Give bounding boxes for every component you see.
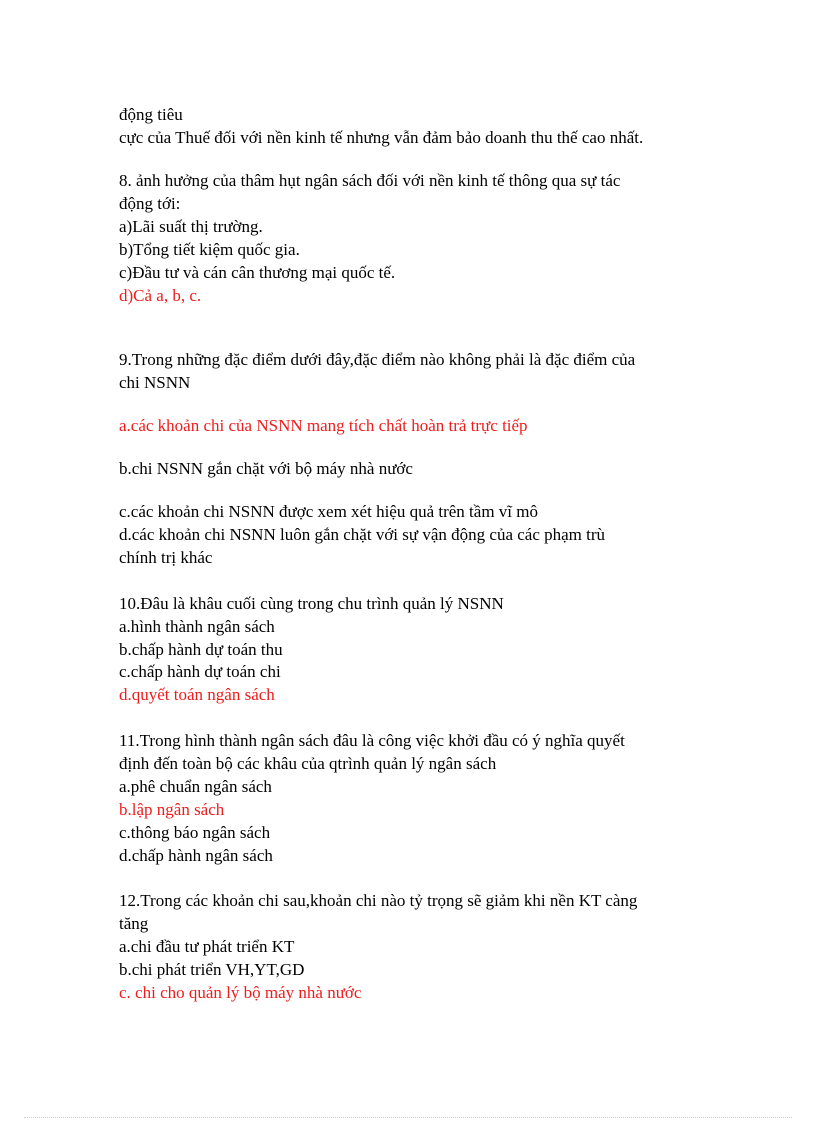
- q9-question-line-1: 9.Trong những đặc điểm dưới đây,đặc điểm nào không phải là đặc điểm của: [119, 350, 636, 369]
- q12-question-line-2: tăng: [119, 914, 149, 933]
- q11-question-line-2: định đến toàn bộ các khâu của qtrình quản lý ngân sách: [119, 754, 497, 773]
- q12-option-a: a.chi đầu tư phát triển KT: [119, 937, 295, 956]
- q12-question-line-1: 12.Trong các khoản chi sau,khoản chi nào tỷ trọng sẽ giảm khi nền KT càng: [119, 891, 638, 910]
- q11-option-b-answer: b.lập ngân sách: [119, 800, 225, 819]
- q8-option-b: b)Tổng tiết kiệm quốc gia.: [119, 240, 300, 259]
- q12-option-b: b.chi phát triển VH,YT,GD: [119, 960, 305, 979]
- intro-line-2: cực của Thuế đối với nền kinh tế nhưng vẫn đảm bảo doanh thu thế cao nhất.: [119, 128, 644, 147]
- q8-option-a: a)Lãi suất thị trường.: [119, 217, 263, 236]
- q8-option-d-answer: d)Cả a, b, c.: [119, 286, 202, 305]
- q8-option-c: c)Đầu tư và cán cân thương mại quốc tế.: [119, 263, 396, 282]
- q9-option-a-answer: a.các khoản chi của NSNN mang tích chất hoàn trả trực tiếp: [119, 416, 528, 435]
- q11-option-c: c.thông báo ngân sách: [119, 823, 271, 842]
- q10-option-b: b.chấp hành dự toán thu: [119, 640, 283, 659]
- q10-option-d-answer: d.quyết toán ngân sách: [119, 685, 275, 704]
- q10-option-a: a.hình thành ngân sách: [119, 617, 275, 636]
- q11-option-d: d.chấp hành ngân sách: [119, 846, 273, 865]
- q9-option-c: c.các khoản chi NSNN được xem xét hiệu quả trên tầm vĩ mô: [119, 502, 538, 521]
- q8-question-line-2: động tới:: [119, 194, 181, 213]
- q9-option-b: b.chi NSNN gắn chặt với bộ máy nhà nước: [119, 459, 413, 478]
- q11-question-line-1: 11.Trong hình thành ngân sách đâu là công việc khởi đầu có ý nghĩa quyết: [119, 731, 625, 750]
- intro-line-1: động tiêu: [119, 105, 183, 124]
- page-bottom-divider: [24, 1117, 792, 1118]
- q10-question: 10.Đâu là khâu cuối cùng trong chu trình quản lý NSNN: [119, 594, 504, 613]
- q9-option-d-line-1: d.các khoản chi NSNN luôn gắn chặt với sự vận động của các phạm trù: [119, 525, 606, 544]
- q10-option-c: c.chấp hành dự toán chi: [119, 662, 281, 681]
- q8-question-line-1: 8. ảnh hưởng của thâm hụt ngân sách đối với nền kinh tế thông qua sự tác: [119, 171, 621, 190]
- q9-option-d-line-2: chính trị khác: [119, 548, 213, 567]
- q12-option-c-answer: c. chi cho quản lý bộ máy nhà nước: [119, 983, 362, 1002]
- q11-option-a: a.phê chuẩn ngân sách: [119, 777, 272, 796]
- q9-question-line-2: chi NSNN: [119, 373, 191, 392]
